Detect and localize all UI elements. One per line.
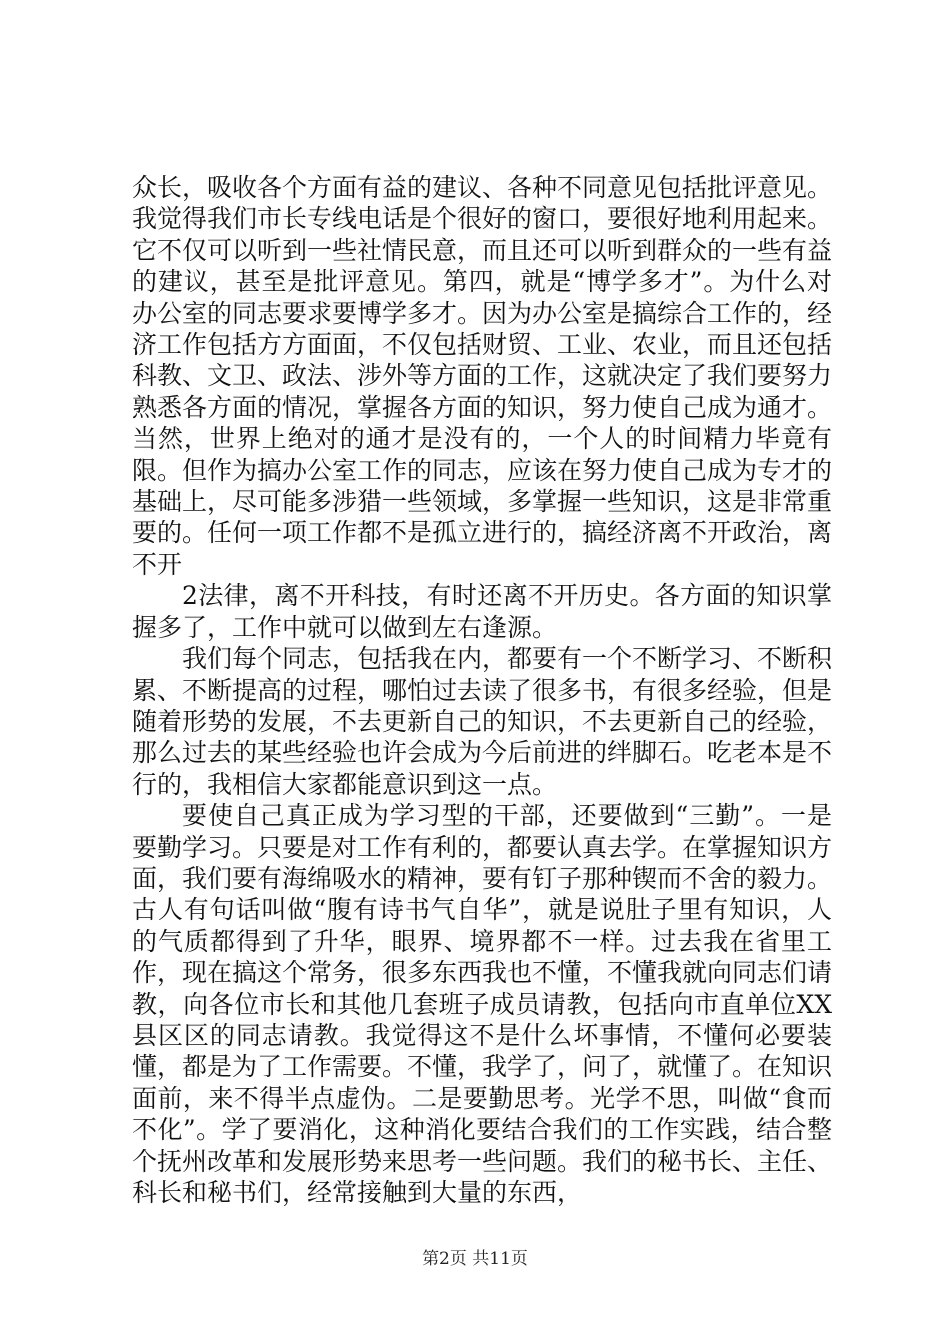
paragraph-2: 2法律，离不开科技，有时还离不开历史。各方面的知识掌握多了，工作中就可以做到左右逢源。 [132, 581, 832, 642]
page-number-label: 第2页 共11页 [422, 1249, 528, 1269]
paragraph-3: 我们每个同志，包括我在内，都要有一个不断学习、不断积累、不断提高的过程，哪怕过去读了很多书，有很多经验，但是随着形势的发展，不去更新自己的知识，不去更新自己的经验，那么过去的某些经验也许会成为今后前进的绊脚石。吃老本是不行的，我相信大家都能意识到这一点。 [132, 644, 833, 799]
paragraph-4: 要使自己真正成为学习型的干部，还要做到“三勤”。一是要勤学习。只要是对工作有利的，都要认真去学。在掌握知识方面，我们要有海绵吸水的精神，要有钉子那种锲而不舍的毅力。古人有句话叫做“腹有诗书气自华”，就是说肚子里有知识，人的气质都得到了升华，眼界、境界都不一样。过去我在省里工作，现在搞这个常务，很多东西我也不懂，不懂我就向同志们请教，向各位市长和其他几套班子成员请教，包括向市直单位XX县区区的同志请教。我觉得这不是什么坏事情，不懂何必要装懂，都是为了工作需要。不懂，我学了，问了，就懂了。在知识面前，来不得半点虚伪。二是要勤思考。光学不思，叫做“食而不化”。学了要消化，这种消化要结合我们的工作实践，结合整个抚州改革和发展形势来思考一些问题。我们的秘书长、主任、科长和秘书们，经常接触到大量的东西， [132, 801, 833, 1207]
document-body [132, 172, 832, 1208]
page-footer [0, 1244, 950, 1269]
paragraph-1: 众长，吸收各个方面有益的建议、各种不同意见包括批评意见。我觉得我们市长专线电话是个很好的窗口，要很好地利用起来。它不仅可以听到一些社情民意，而且还可以听到群众的一些有益的建议，甚至是批评意见。第四，就是“博学多才”。为什么对办公室的同志要求要博学多才。因为办公室是搞综合工作的，经济工作包括方方面面，不仅包括财贸、工业、农业，而且还包括科教、文卫、政法、涉外等方面的工作，这就决定了我们要努力熟悉各方面的情况，掌握各方面的知识，努力使自己成为通才。当然，世界上绝对的通才是没有的，一个人的时间精力毕竟有限。但作为搞办公室工作的同志，应该在努力使自己成为专才的基础上，尽可能多涉猎一些领域，多掌握一些知识，这是非常重要的。任何一项工作都不是孤立进行的，搞经济离不开政治，离不开 [132, 173, 833, 579]
